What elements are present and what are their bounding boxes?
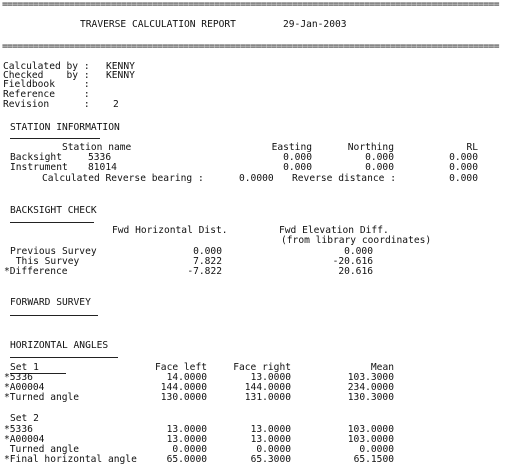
backsight-row-label: *Difference [4, 266, 68, 277]
revision-label: Revision : [3, 99, 90, 110]
revision-value: 2 [113, 99, 119, 110]
station-row-label: Backsight [10, 152, 62, 163]
backsight-row-label: Previous Survey [10, 246, 97, 257]
reverse-bearing-label: Calculated Reverse bearing : [42, 173, 204, 184]
reverse-bearing-value: 0.0000 [239, 173, 274, 184]
angle-row-label: *5336 [4, 372, 33, 383]
col-northing: Northing [347, 142, 394, 153]
checked-by-value: KENNY [106, 70, 135, 81]
set-label: Set 1 [10, 362, 39, 373]
angle-row-left: 144.0000 [160, 382, 207, 393]
backsight-row-dist: -7.822 [187, 266, 222, 277]
report-date: 29-Jan-2003 [283, 19, 347, 30]
backsight-check-underline [10, 222, 94, 223]
angle-row-label: *A00004 [4, 434, 45, 445]
top-rule: ================================================================================================ [2, 0, 499, 10]
angle-row-right: 13.0000 [250, 372, 291, 383]
angle-row-label: *Final horizontal angle [4, 454, 137, 465]
angle-row-right: 144.0000 [244, 382, 291, 393]
angle-row-left: 14.0000 [166, 372, 207, 383]
station-row-rl: 0.000 [449, 162, 478, 173]
angle-row-label: Turned angle [4, 444, 80, 455]
col-fwd-horizontal-dist: Fwd Horizontal Dist. [112, 225, 228, 236]
backsight-row-dist: 0.000 [193, 246, 222, 257]
checked-by-label: Checked by : [3, 70, 90, 81]
angle-row-left: 13.0000 [166, 424, 207, 435]
fieldbook-label: Fieldbook : [3, 79, 90, 90]
angle-row-right: 13.0000 [250, 434, 291, 445]
backsight-check-heading: BACKSIGHT CHECK [10, 205, 97, 216]
col-fwd-elevation-note: (from library coordinates) [281, 235, 432, 246]
col-mean: Mean [370, 362, 394, 373]
col-easting: Easting [271, 142, 312, 153]
station-row-northing: 0.000 [365, 162, 394, 173]
calculated-by-label: Calculated by : [3, 61, 90, 72]
col-face-right: Face right [233, 362, 291, 373]
col-rl: RL [466, 142, 478, 153]
angle-row-mean: 103.3000 [347, 372, 394, 383]
station-row-rl: 0.000 [449, 152, 478, 163]
backsight-row-dist: 7.822 [193, 256, 222, 267]
angle-row-left: 13.0000 [166, 434, 207, 445]
angle-row-mean: 103.0000 [347, 434, 394, 445]
forward-survey-heading: FORWARD SURVEY [10, 297, 91, 308]
backsight-row-elev: 20.616 [338, 266, 373, 277]
angle-row-mean: 65.1500 [353, 454, 394, 465]
angle-row-right: 65.3000 [250, 454, 291, 465]
backsight-row-elev: 0.000 [344, 246, 373, 257]
station-row-northing: 0.000 [365, 152, 394, 163]
angle-row-mean: 103.0000 [347, 424, 394, 435]
angle-row-label: *A00004 [4, 382, 45, 393]
angle-row-label: *5336 [4, 424, 33, 435]
backsight-row-elev: -20.616 [332, 256, 373, 267]
station-info-underline [10, 138, 100, 139]
angle-row-mean: 0.0000 [359, 444, 394, 455]
angle-row-label: *Turned angle [4, 392, 80, 403]
angle-row-mean: 130.3000 [347, 392, 394, 403]
bottom-rule: ================================================================================================ [2, 42, 499, 52]
horizontal-angles-underline [10, 357, 118, 358]
station-info-heading: STATION INFORMATION [10, 122, 120, 133]
angle-row-right: 13.0000 [250, 424, 291, 435]
horizontal-angles-heading: HORIZONTAL ANGLES [10, 340, 109, 351]
angle-row-right: 131.0000 [244, 392, 291, 403]
col-station-name: Station name [62, 142, 132, 153]
calculated-by-value: KENNY [106, 61, 135, 72]
forward-survey-underline [10, 315, 98, 316]
angle-row-left: 65.0000 [166, 454, 207, 465]
set-label: Set 2 [10, 413, 39, 424]
station-row-easting: 0.000 [283, 162, 312, 173]
report-title: TRAVERSE CALCULATION REPORT [80, 19, 236, 30]
backsight-row-label: This Survey [10, 256, 80, 267]
col-fwd-elevation-diff: Fwd Elevation Diff. [279, 225, 389, 236]
angle-row-left: 0.0000 [172, 444, 207, 455]
station-row-easting: 0.000 [283, 152, 312, 163]
angle-row-left: 130.0000 [160, 392, 207, 403]
col-face-left: Face left [155, 362, 207, 373]
station-row-name: 81014 [88, 162, 117, 173]
angle-row-mean: 234.0000 [347, 382, 394, 393]
angle-row-right: 0.0000 [256, 444, 291, 455]
station-row-name: 5336 [88, 152, 112, 163]
reference-label: Reference : [3, 89, 90, 100]
station-row-label: Instrument [10, 162, 68, 173]
reverse-distance-value: 0.000 [449, 173, 478, 184]
reverse-distance-label: Reverse distance : [292, 173, 396, 184]
